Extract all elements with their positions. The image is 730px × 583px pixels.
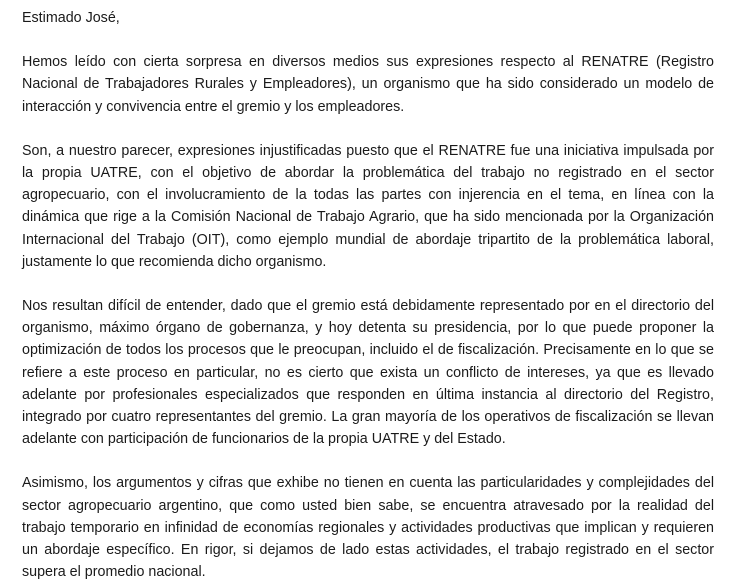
paragraph-sector-particularities: Asimismo, los argumentos y cifras que exhibe no tienen en cuenta las particularidades y complejidades del sector agropecuario argentino, que como usted bien sabe, se encuentra atravesado por la realidad del trabajo temporario en infinidad de economías regionales y actividades productivas que implican y requieren un abordaje específico. En rigor, si dejamos de lado estas actividades, el trabajo registrado en el sector supera el promedio nacional.	[22, 475, 714, 581]
paragraph-governance-fiscalization: Nos resultan difícil de entender, dado que el gremio está debidamente representado por en el directorio del organismo, máximo órgano de gobernanza, y hoy detenta su presidencia, por lo que puede proponer la optimización de todos los procesos que le preocupan, incluido el de fiscalización. Precisamente en lo que se refiere a este proceso en particular, no es cierto que exista un conflicto de intereses, ya que es llevado adelante por profesionales especializados que responden en última instancia al directorio del Registro, integrado por cuatro representantes del gremio. La gran mayoría de los operativos de fiscalización se llevan adelante con participación de funcionarios de la propia UATRE y del Estado.	[22, 298, 714, 448]
paragraph-renatre-surprise: Hemos leído con cierta sorpresa en diversos medios sus expresiones respecto al RENATRE (Registro Nacional de Trabajadores Rurales y Empleadores), un organismo que ha sido considerado un modelo de interacción y convivencia entre el gremio y los empleadores.	[22, 54, 714, 115]
letter-greeting: Estimado José,	[22, 10, 120, 26]
paragraph-uatre-initiative: Son, a nuestro parecer, expresiones injustificadas puesto que el RENATRE fue una iniciativa impulsada por la propia UATRE, con el objetivo de abordar la problemática del trabajo no registrado en el sector agropecuario, con el involucramiento de la todas las partes con injerencia en el tema, en línea con la dinámica que rige a la Comisión Nacional de Trabajo Agrario, que ha sido mencionada por la Organización Internacional del Trabajo (OIT), como ejemplo mundial de abordaje tripartito de la problemática laboral, justamente lo que recomienda dicho organismo.	[22, 142, 714, 270]
